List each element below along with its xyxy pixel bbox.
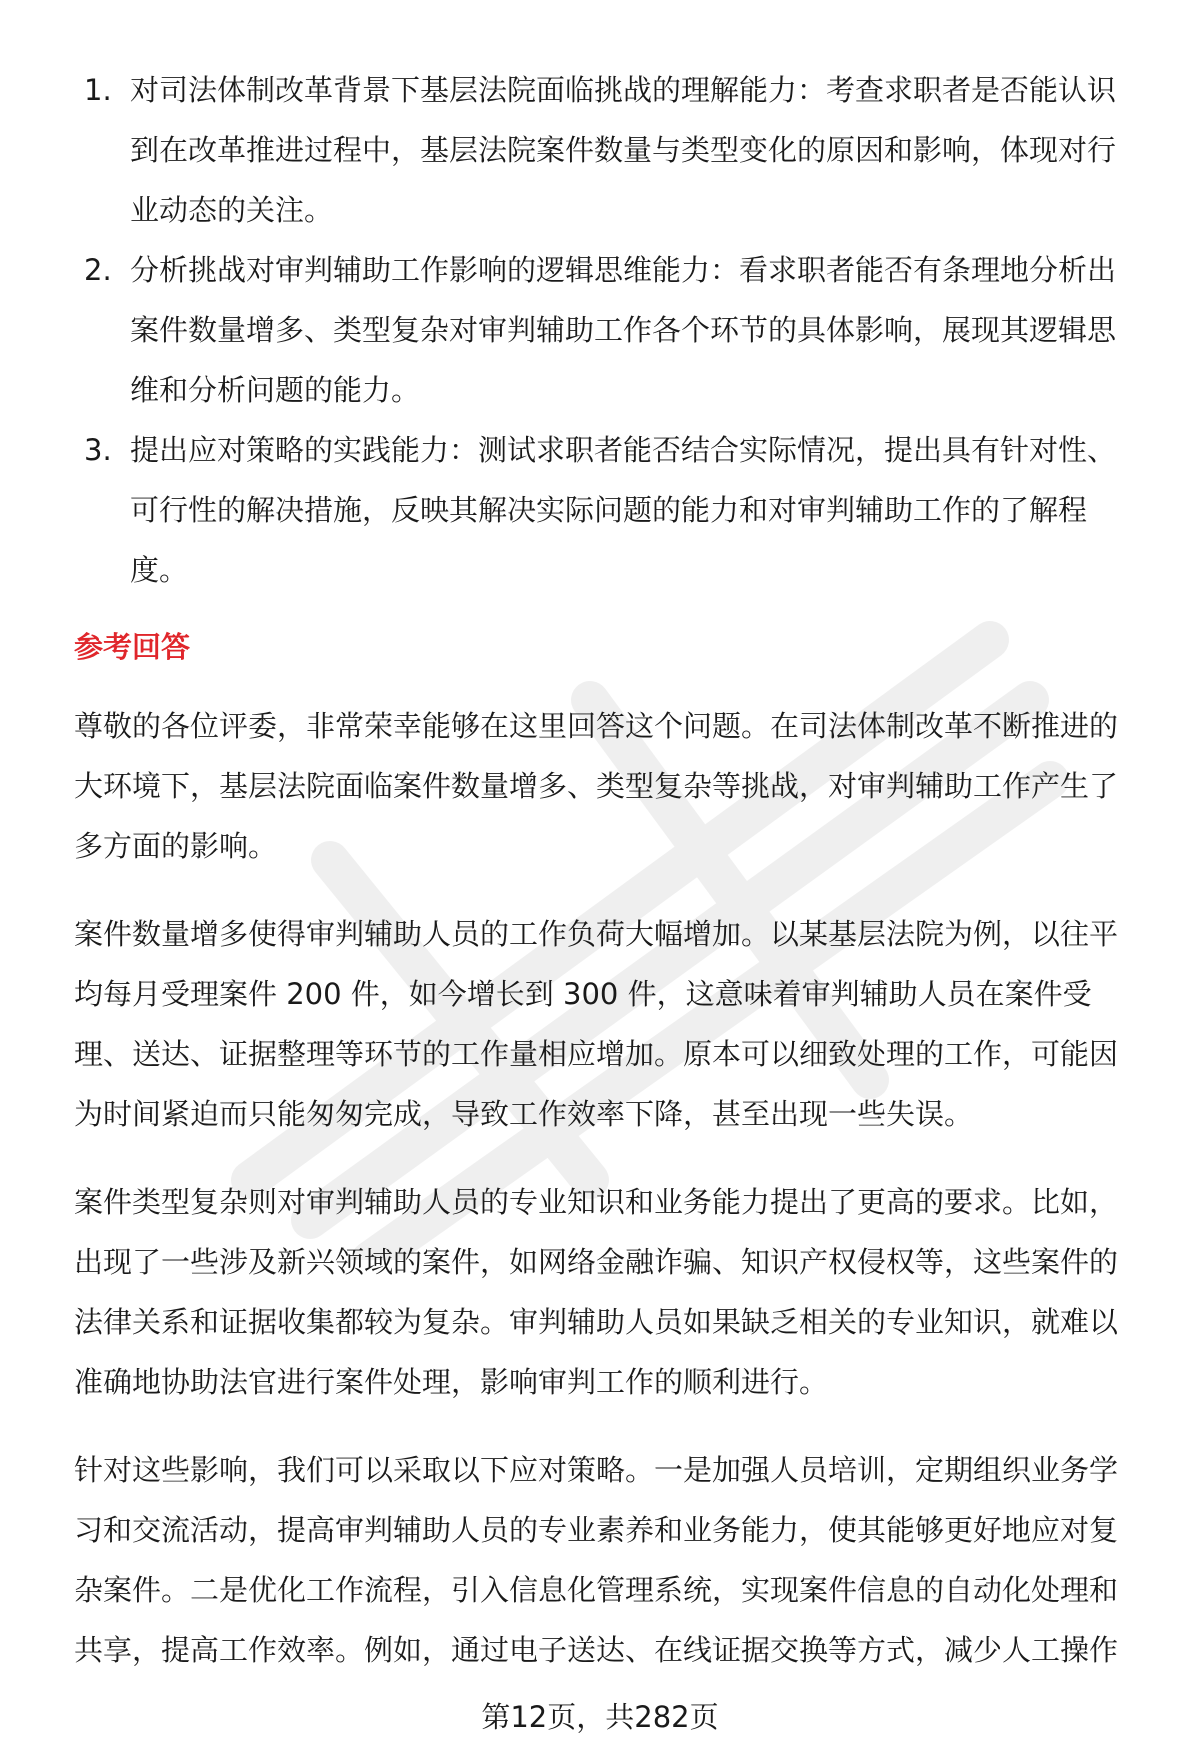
criteria-text: 分析挑战对审判辅助工作影响的逻辑思维能力：看求职者能否有条理地分析出案件数量增多、类型复杂对审判辅助工作各个环节的具体影响，展现其逻辑思维和分析问题的能力。 — [130, 253, 1117, 407]
criteria-item — [84, 420, 1144, 600]
page-footer: 第12页，共282页 — [481, 1700, 719, 1734]
answer-paragraph: 针对这些影响，我们可以采取以下应对策略。一是加强人员培训，定期组织业务学习和交流活动，提高审判辅助人员的专业素养和业务能力，使其能够更好地应对复杂案件。二是优化工作流程，引入信息化管理系统，实现案件信息的自动化处理和共享，提高工作效率。例如，通过电子送达、在线证据交换等方式，减少人工操作 — [74, 1453, 1119, 1667]
criteria-number: 3. — [84, 433, 112, 467]
answer-paragraph: 案件数量增多使得审判辅助人员的工作负荷大幅增加。以某基层法院为例，以往平均每月受理案件 200 件，如今增长到 300 件，这意味着审判辅助人员在案件受理、送达、证据整理等环节的工作量相应增加。原本可以细致处理的工作，可能因为时间紧迫而只能匆匆完成，导致工作效率下降，甚至出现一些失误。 — [74, 917, 1119, 1131]
answer-paragraph: 尊敬的各位评委，非常荣幸能够在这里回答这个问题。在司法体制改革不断推进的大环境下，基层法院面临案件数量增多、类型复杂等挑战，对审判辅助工作产生了多方面的影响。 — [74, 709, 1119, 863]
criteria-number: 1. — [84, 73, 112, 107]
section-title: 参考回答 — [74, 630, 191, 664]
criteria-item — [84, 240, 1144, 420]
answer-paragraph: 案件类型复杂则对审判辅助人员的专业知识和业务能力提出了更高的要求。比如，出现了一些涉及新兴领域的案件，如网络金融诈骗、知识产权侵权等，这些案件的法律关系和证据收集都较为复杂。审判辅助人员如果缺乏相关的专业知识，就难以准确地协助法官进行案件处理，影响审判工作的顺利进行。 — [74, 1185, 1119, 1399]
criteria-number: 2. — [84, 253, 112, 287]
reference-answer — [74, 696, 1144, 1708]
evaluation-criteria-list — [84, 60, 1144, 600]
criteria-text: 对司法体制改革背景下基层法院面临挑战的理解能力：考查求职者是否能认识到在改革推进过程中，基层法院案件数量与类型变化的原因和影响，体现对行业动态的关注。 — [130, 73, 1117, 227]
criteria-item — [84, 60, 1144, 240]
criteria-text: 提出应对策略的实践能力：测试求职者能否结合实际情况，提出具有针对性、可行性的解决措施，反映其解决实际问题的能力和对审判辅助工作的了解程度。 — [130, 433, 1117, 587]
